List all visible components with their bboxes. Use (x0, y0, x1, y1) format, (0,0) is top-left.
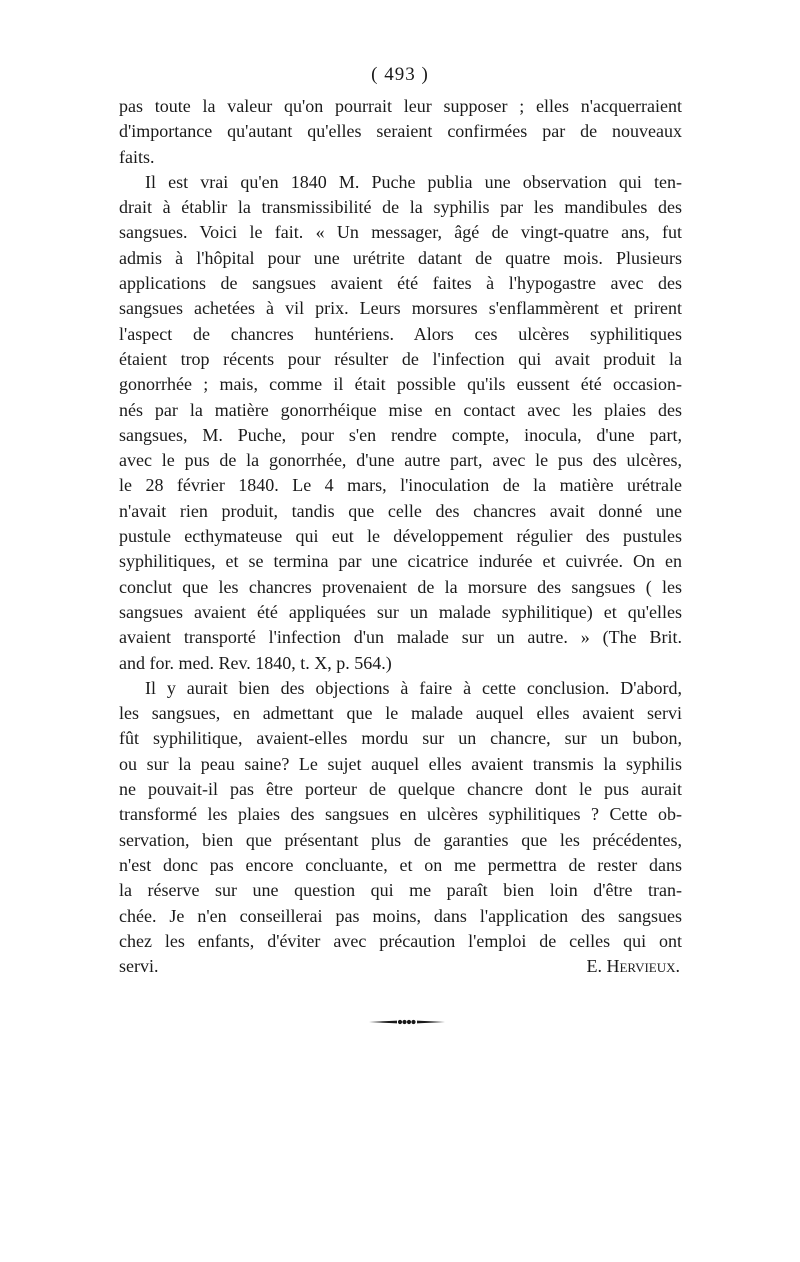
text-line: la réserve sur une question qui me paraît bien loin d'être tran- (119, 880, 682, 901)
text-line: pas toute la valeur qu'on pourrait leur supposer ; elles n'acquerraient (119, 96, 682, 116)
text-line: les sangsues, en admettant que le malade auquel elles avaient servi (119, 703, 682, 724)
text-line: chée. Je n'en conseillerai pas moins, dans l'application des sangsues (119, 905, 682, 926)
text-line: sangsues achetées à vil prix. Leurs morsures s'enflammèrent et prirent (119, 298, 682, 319)
text-line: faits. (119, 146, 155, 167)
text-line: gonorrhée ; mais, comme il était possible qu'ils eussent été occasion- (119, 374, 682, 395)
text-line: admis à l'hôpital pour une urétrite datant de quatre mois. Plusieurs (119, 247, 682, 268)
text-line: sangsues, M. Puche, pour s'en rendre compte, inocula, d'une part, (119, 424, 682, 445)
text-line: applications de sangsues avaient été faites à l'hypogastre avec des (119, 273, 682, 294)
text-line: sangsues avaient été appliquées sur un malade syphilitique) et qu'elles (119, 601, 682, 622)
body-text (119, 94, 682, 979)
text-line: sangsues. Voici le fait. « Un messager, âgé de vingt-quatre ans, fut (119, 222, 682, 243)
text-line: fût syphilitique, avaient-elles mordu sur un chancre, sur un bubon, (119, 728, 682, 749)
text-line: ou sur la peau saine? Le sujet auquel elles avaient transmis la syphilis (119, 753, 682, 774)
text-line: étaient trop récents pour résulter de l'infection qui avait produit la (119, 348, 682, 369)
text-line: nés par la matière gonorrhéique mise en contact avec les plaies des (119, 399, 682, 420)
page-number: ( 493 ) (371, 64, 429, 85)
signature-line (119, 954, 682, 979)
text-line: avaient transporté l'infection d'un malade sur un autre. » (The Brit. (119, 627, 682, 648)
text-line: le 28 février 1840. Le 4 mars, l'inoculation de la matière urétrale (119, 475, 682, 496)
text-line: Il y aurait bien des objections à faire à cette conclusion. D'abord, (145, 677, 682, 698)
text-line: d'importance qu'autant qu'elles seraient confirmées par de nouveaux (119, 121, 682, 142)
text-line: Il est vrai qu'en 1840 M. Puche publia une observation qui ten- (145, 171, 682, 192)
text-line: avec le pus de la gonorrhée, d'une autre part, avec le pus des ulcères, (119, 450, 682, 471)
text-line: l'aspect de chancres huntériens. Alors ces ulcères syphilitiques (119, 323, 682, 344)
text-line: servation, bien que présentant plus de garanties que les précédentes, (119, 829, 682, 850)
text-line: pustule ecthymateuse qui eut le développement régulier des pustules (119, 526, 682, 547)
text-line: chez les enfants, d'éviter avec précaution l'emploi de celles qui ont (119, 930, 682, 951)
text-line: and for. med. Rev. 1840, t. X, p. 564.) (119, 652, 392, 673)
text-line: n'avait rien produit, tandis que celle des chancres avait donné une (119, 500, 682, 521)
text-line: transformé les plaies des sangsues en ulcères syphilitiques ? Cette ob- (119, 804, 682, 825)
text-line: n'est donc pas encore concluante, et on me permettra de rester dans (119, 854, 682, 875)
fleuron-rule-ornament-icon (367, 1017, 447, 1027)
closing-word: servi. (119, 956, 159, 977)
text-line: syphilitiques, et se termina par une cicatrice indurée et cuivrée. On en (119, 551, 682, 572)
text-line: ne pouvait-il pas être porteur de quelque chancre dont le pus aurait (119, 779, 682, 800)
author-signature: E. Hervieux. (586, 956, 680, 977)
text-line: drait à établir la transmissibilité de la syphilis par les mandibules des (119, 197, 682, 218)
text-line: conclut que les chancres provenaient de la morsure des sangsues ( les (119, 576, 682, 597)
